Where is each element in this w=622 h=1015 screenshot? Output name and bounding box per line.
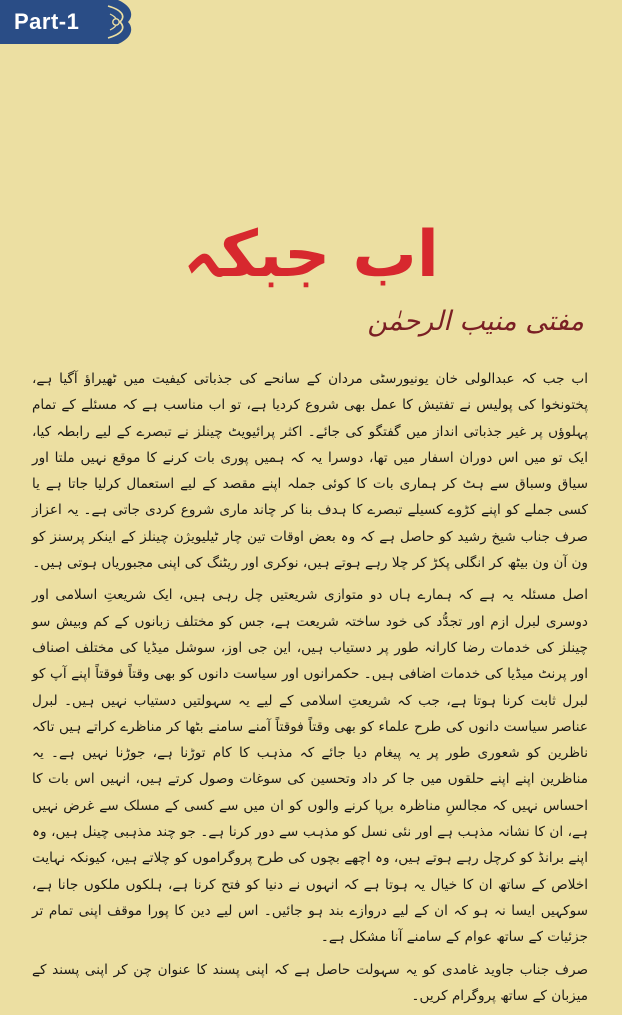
article-title: اب جبکہ [183, 218, 439, 292]
part-label: Part-1 [14, 9, 80, 34]
ornament-icon [104, 0, 138, 44]
article-paragraph: اب جب کہ عبدالولی خان یونیورسٹی مردان کے سانحے کی جذباتی کیفیت میں ٹھیراؤ آگیا ہے، پختونخوا کی پولیس نے تفتیش کا عمل بھی شروع کردیا ہے، تو اب مناسب ہے کہ مسئلے کے تمام پہلوؤں پر غیر جذباتی انداز میں گفتگو کی جائے۔ اکثر پرائیویٹ چینلز نے تبصرے کے لیے رابطہ کیا، ایک تو میں اس دوران اسفار میں تھا، دوسرا یہ کہ ہمیں پوری بات کرنے کا موقع نہیں ملتا اور سیاق وسباق سے ہٹ کر ہماری بات کا کوئی جملہ اپنے مقصد کے لیے استعمال کرلیا جاتا ہے یا کسی جملے کو اپنے کڑوے کسیلے تبصرے کا ہدف بنا کر چاند ماری شروع کردی جاتی ہے۔ یہ اعزاز صرف جناب شیخ رشید کو حاصل ہے کہ وہ بعض اوقات تین چار ٹیلیویژن چینلز کے اینکر پرسنز کو ون آن ون بیٹھ کر انگلی پکڑ کر چلا رہے ہوتے ہیں، نوکری اور ریٹنگ کی اپنی مجبوریاں ہوتی ہیں۔ [32, 371, 588, 572]
article-author: مفتی منیب الرحمٰن [367, 306, 584, 337]
article-paragraph: صرف جناب جاوید غامدی کو یہ سہولت حاصل ہے کہ اپنی پسند کا عنوان چن کر اپنی پسند کے میزبان کے ساتھ پروگرام کریں۔ [32, 961, 588, 1004]
article-body [32, 366, 588, 1015]
article-paragraph: اصل مسئلہ یہ ہے کہ ہمارے ہاں دو متوازی شریعتیں چل رہی ہیں، ایک شریعتِ اسلامی اور دوسری لبرل ازم اور تجدُّد کی خود ساختہ شریعت ہے، جس کو مختلف زبانوں کے کم وبیش سو چینلز کی خدمات رضا کارانہ طور پر دستیاب ہیں، این جی اوز، سوشل میڈیا کی مختلف اصناف اور پرنٹ میڈیا کی خدمات اضافی ہیں۔ حکمرانوں اور سیاست دانوں کو بھی وقتاً فوقتاً اپنے آپ کو لبرل ثابت کرنا ہوتا ہے، جب کہ شریعتِ اسلامی کے لیے یہ سہولتیں دستیاب نہیں ہیں۔ لبرل عناصر سیاست دانوں کی طرح علماء کو بھی وقتاً فوقتاً آمنے سامنے بٹھا کر مناظرے کراتے ہیں تاکہ ناظرین کو شعوری طور پر یہ پیغام دیا جائے کہ مذہب کا کام توڑنا ہے، جوڑنا نہیں ہے۔ یہ مناظرین اپنے اپنے حلقوں میں جا کر داد وتحسین کی سوغات وصول کرتے ہیں، انہیں اس بات کا احساس نہیں کہ مجالسِ مناظرہ برپا کرنے والوں کو ان میں سے کسی کے مسلک سے غرض نہیں ہے، ان کا نشانہ مذہب ہے اور نئی نسل کو مذہب سے دور کرنا ہے۔ جو چند مذہبی چینل ہیں، وہ اپنے برانڈ کو کرچل رہے ہوتے ہیں، وہ اچھے بچوں کی طرح پروگراموں کو چلاتے ہیں، کیونکہ نہایت اخلاص کے ساتھ ان کا خیال یہ ہوتا ہے کہ انہوں نے دنیا کو فتح کرنا ہے، ہلکوں ملکوں جانا ہے، سوکہیں ایسا نہ ہو کہ ان کے لیے دروازے بند ہو جائیں۔ اس لیے دین کا پورا موقف اپنی تمام تر جزئیات کے ساتھ عوام کے سامنے آنا مشکل ہے۔ [32, 587, 588, 946]
part-badge [0, 0, 110, 44]
